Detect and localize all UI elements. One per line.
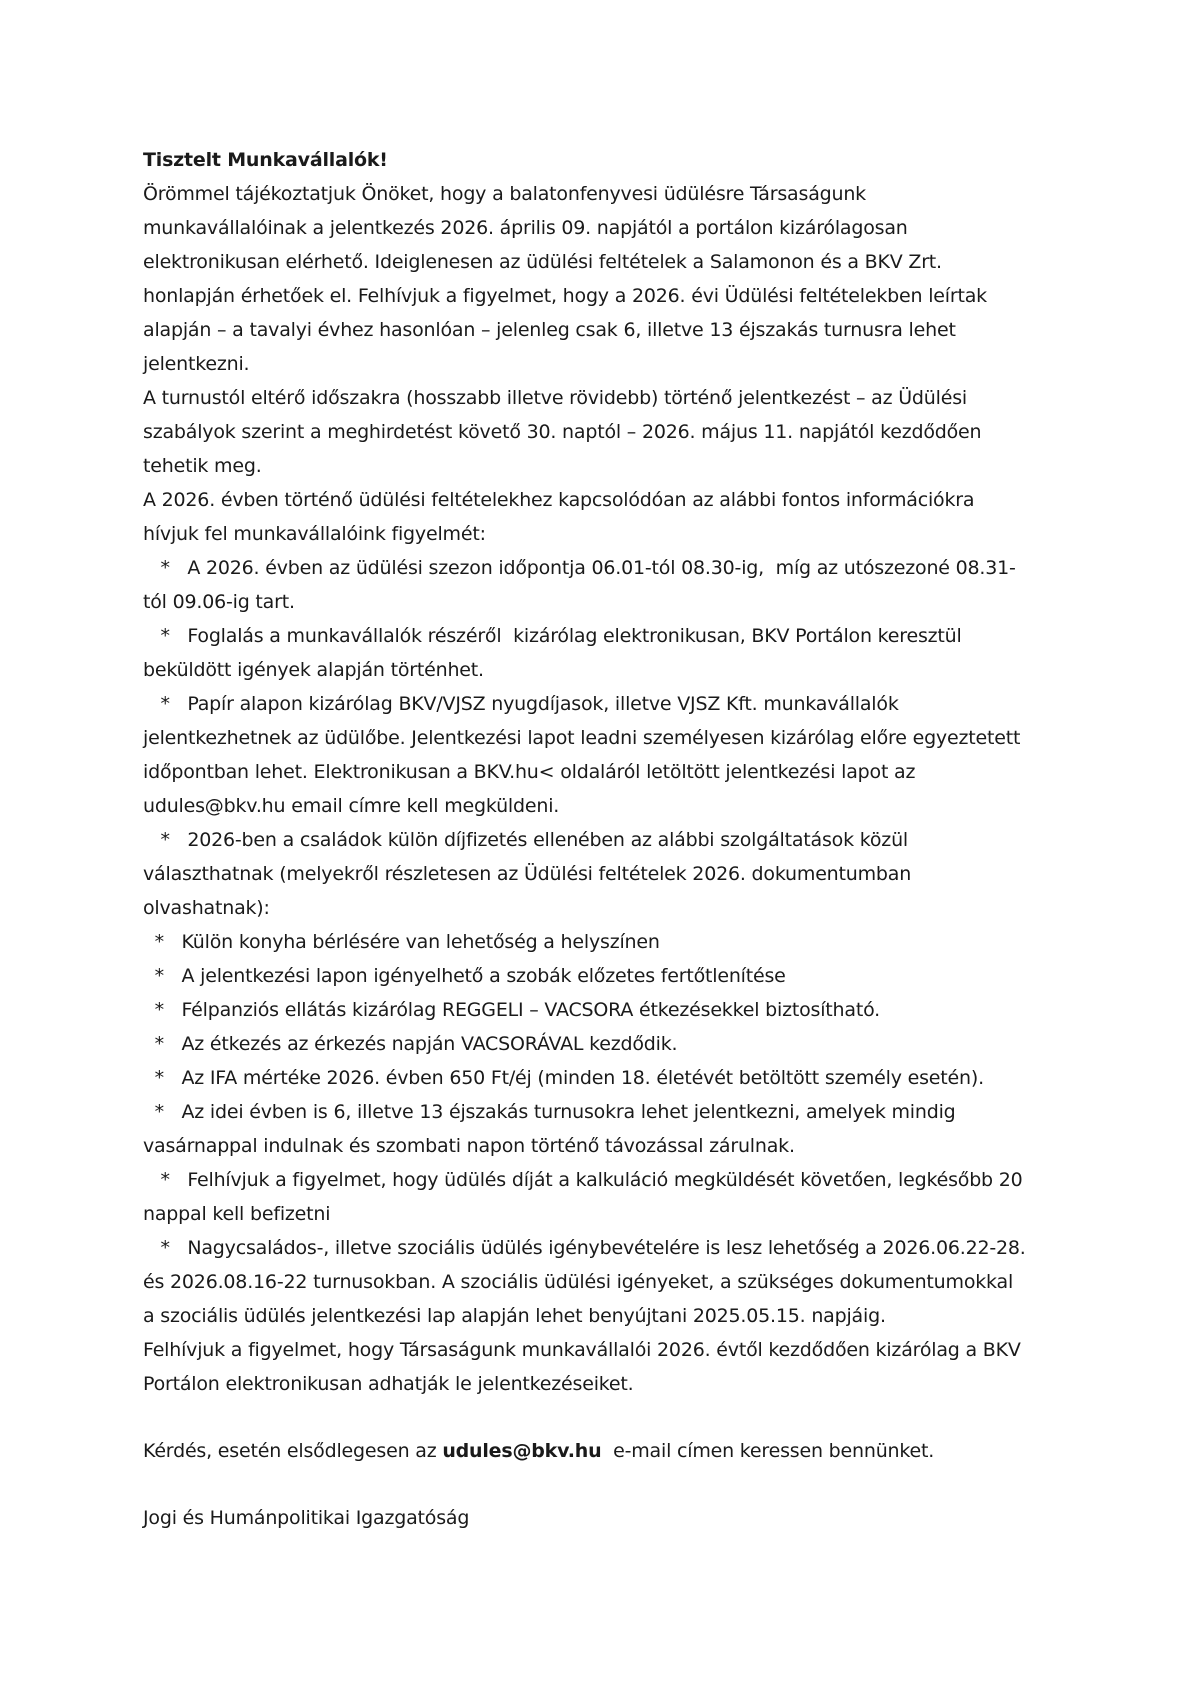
letter-line: munkavállalóinak a jelentkezés 2026. április 09. napjától a portálon kizárólagosan (143, 217, 908, 239)
letter-line: * Az IFA mértéke 2026. évben 650 Ft/éj (minden 18. életévét betöltött személy esetén). (143, 1067, 984, 1089)
letter-line: * 2026-ben a családok külön díjfizetés ellenében az alábbi szolgáltatások közül (143, 829, 908, 851)
letter-line: * Papír alapon kizárólag BKV/VJSZ nyugdíjasok, illetve VJSZ Kft. munkavállalók (143, 693, 899, 715)
letter-line: hívjuk fel munkavállalóink figyelmét: (143, 523, 486, 545)
letter-line: jelentkezhetnek az üdülőbe. Jelentkezési lapot leadni személyesen kizárólag előre egyeztetett (143, 727, 1021, 749)
letter-line: * Foglalás a munkavállalók részéről kizárólag elektronikusan, BKV Portálon keresztül (143, 625, 962, 647)
letter-line: a szociális üdülés jelentkezési lap alapján lehet benyújtani 2025.05.15. napjáig. (143, 1305, 886, 1327)
letter-line: Örömmel tájékoztatjuk Önöket, hogy a balatonfenyvesi üdülésre Társaságunk (143, 183, 866, 205)
contact-text-before: Kérdés, esetén elsődlegesen az (143, 1440, 443, 1462)
letter-line: * Felhívjuk a figyelmet, hogy üdülés díját a kalkuláció megküldését követően, legkésőbb 20 (143, 1169, 1023, 1191)
letter-line: * Az idei évben is 6, illetve 13 éjszakás turnusokra lehet jelentkezni, amelyek mindig (143, 1101, 956, 1123)
contact-text-after: e-mail címen keressen bennünket. (601, 1440, 935, 1462)
letter-line: Portálon elektronikusan adhatják le jelentkezéseiket. (143, 1373, 634, 1395)
letter-line: honlapján érhetőek el. Felhívjuk a figyelmet, hogy a 2026. évi Üdülési feltételekben leírtak (143, 285, 987, 307)
contact-email-link[interactable]: udules@bkv.hu (442, 1440, 602, 1462)
letter-line: * Nagycsaládos-, illetve szociális üdülés igénybevételére is lesz lehetőség a 2026.06.22-28. (143, 1237, 1026, 1259)
letter-line: nappal kell befizetni (143, 1203, 331, 1225)
letter-line: elektronikusan elérhető. Ideiglenesen az üdülési feltételek a Salamonon és a BKV Zrt. (143, 251, 942, 273)
contact-line (143, 1434, 1068, 1468)
letter-line: * Az étkezés az érkezés napján VACSORÁVAL kezdődik. (143, 1033, 678, 1055)
spacer (143, 1401, 1068, 1434)
letter-paragraphs (143, 177, 1068, 1401)
letter-line: olvashatnak): (143, 897, 270, 919)
letter-line: időpontban lehet. Elektronikusan a BKV.hu< oldaláról letöltött jelentkezési lapot az (143, 761, 916, 783)
letter-line: * A jelentkezési lapon igényelhető a szobák előzetes fertőtlenítése (143, 965, 786, 987)
spacer (143, 1468, 1068, 1501)
letter-line: szabályok szerint a meghirdetést követő 30. naptól – 2026. május 11. napjától kezdődően (143, 421, 982, 443)
letter-line: * A 2026. évben az üdülési szezon időpontja 06.01-tól 08.30-ig, míg az utószezoné 08.31- (143, 557, 1016, 579)
letter-line: jelentkezni. (143, 353, 250, 375)
letter-line: választhatnak (melyekről részletesen az Üdülési feltételek 2026. dokumentumban (143, 863, 912, 885)
greeting: Tisztelt Munkavállalók! (143, 149, 388, 171)
letter-line: A 2026. évben történő üdülési feltételekhez kapcsolódóan az alábbi fontos információkra (143, 489, 975, 511)
letter-line: * Külön konyha bérlésére van lehetőség a helyszínen (143, 931, 660, 953)
letter-line: * Félpanziós ellátás kizárólag REGGELI – VACSORA étkezésekkel biztosítható. (143, 999, 881, 1021)
letter-line: A turnustól eltérő időszakra (hosszabb illetve rövidebb) történő jelentkezést – az Üdülési (143, 387, 967, 409)
letter-line: alapján – a tavalyi évhez hasonlóan – jelenleg csak 6, illetve 13 éjszakás turnusra lehet (143, 319, 956, 341)
letter-body (143, 143, 1068, 1535)
letter-line: vasárnappal indulnak és szombati napon történő távozással zárulnak. (143, 1135, 795, 1157)
signature: Jogi és Humánpolitikai Igazgatóság (143, 1507, 470, 1529)
letter-line: és 2026.08.16-22 turnusokban. A szociális üdülési igényeket, a szükséges dokumentumokkal (143, 1271, 1014, 1293)
letter-line: tól 09.06-ig tart. (143, 591, 295, 613)
letter-line: beküldött igények alapján történhet. (143, 659, 484, 681)
letter-line: udules@bkv.hu email címre kell megküldeni. (143, 795, 560, 817)
letter-line: tehetik meg. (143, 455, 262, 477)
letter-line: Felhívjuk a figyelmet, hogy Társaságunk munkavállalói 2026. évtől kezdődően kizárólag a BKV (143, 1339, 1021, 1361)
